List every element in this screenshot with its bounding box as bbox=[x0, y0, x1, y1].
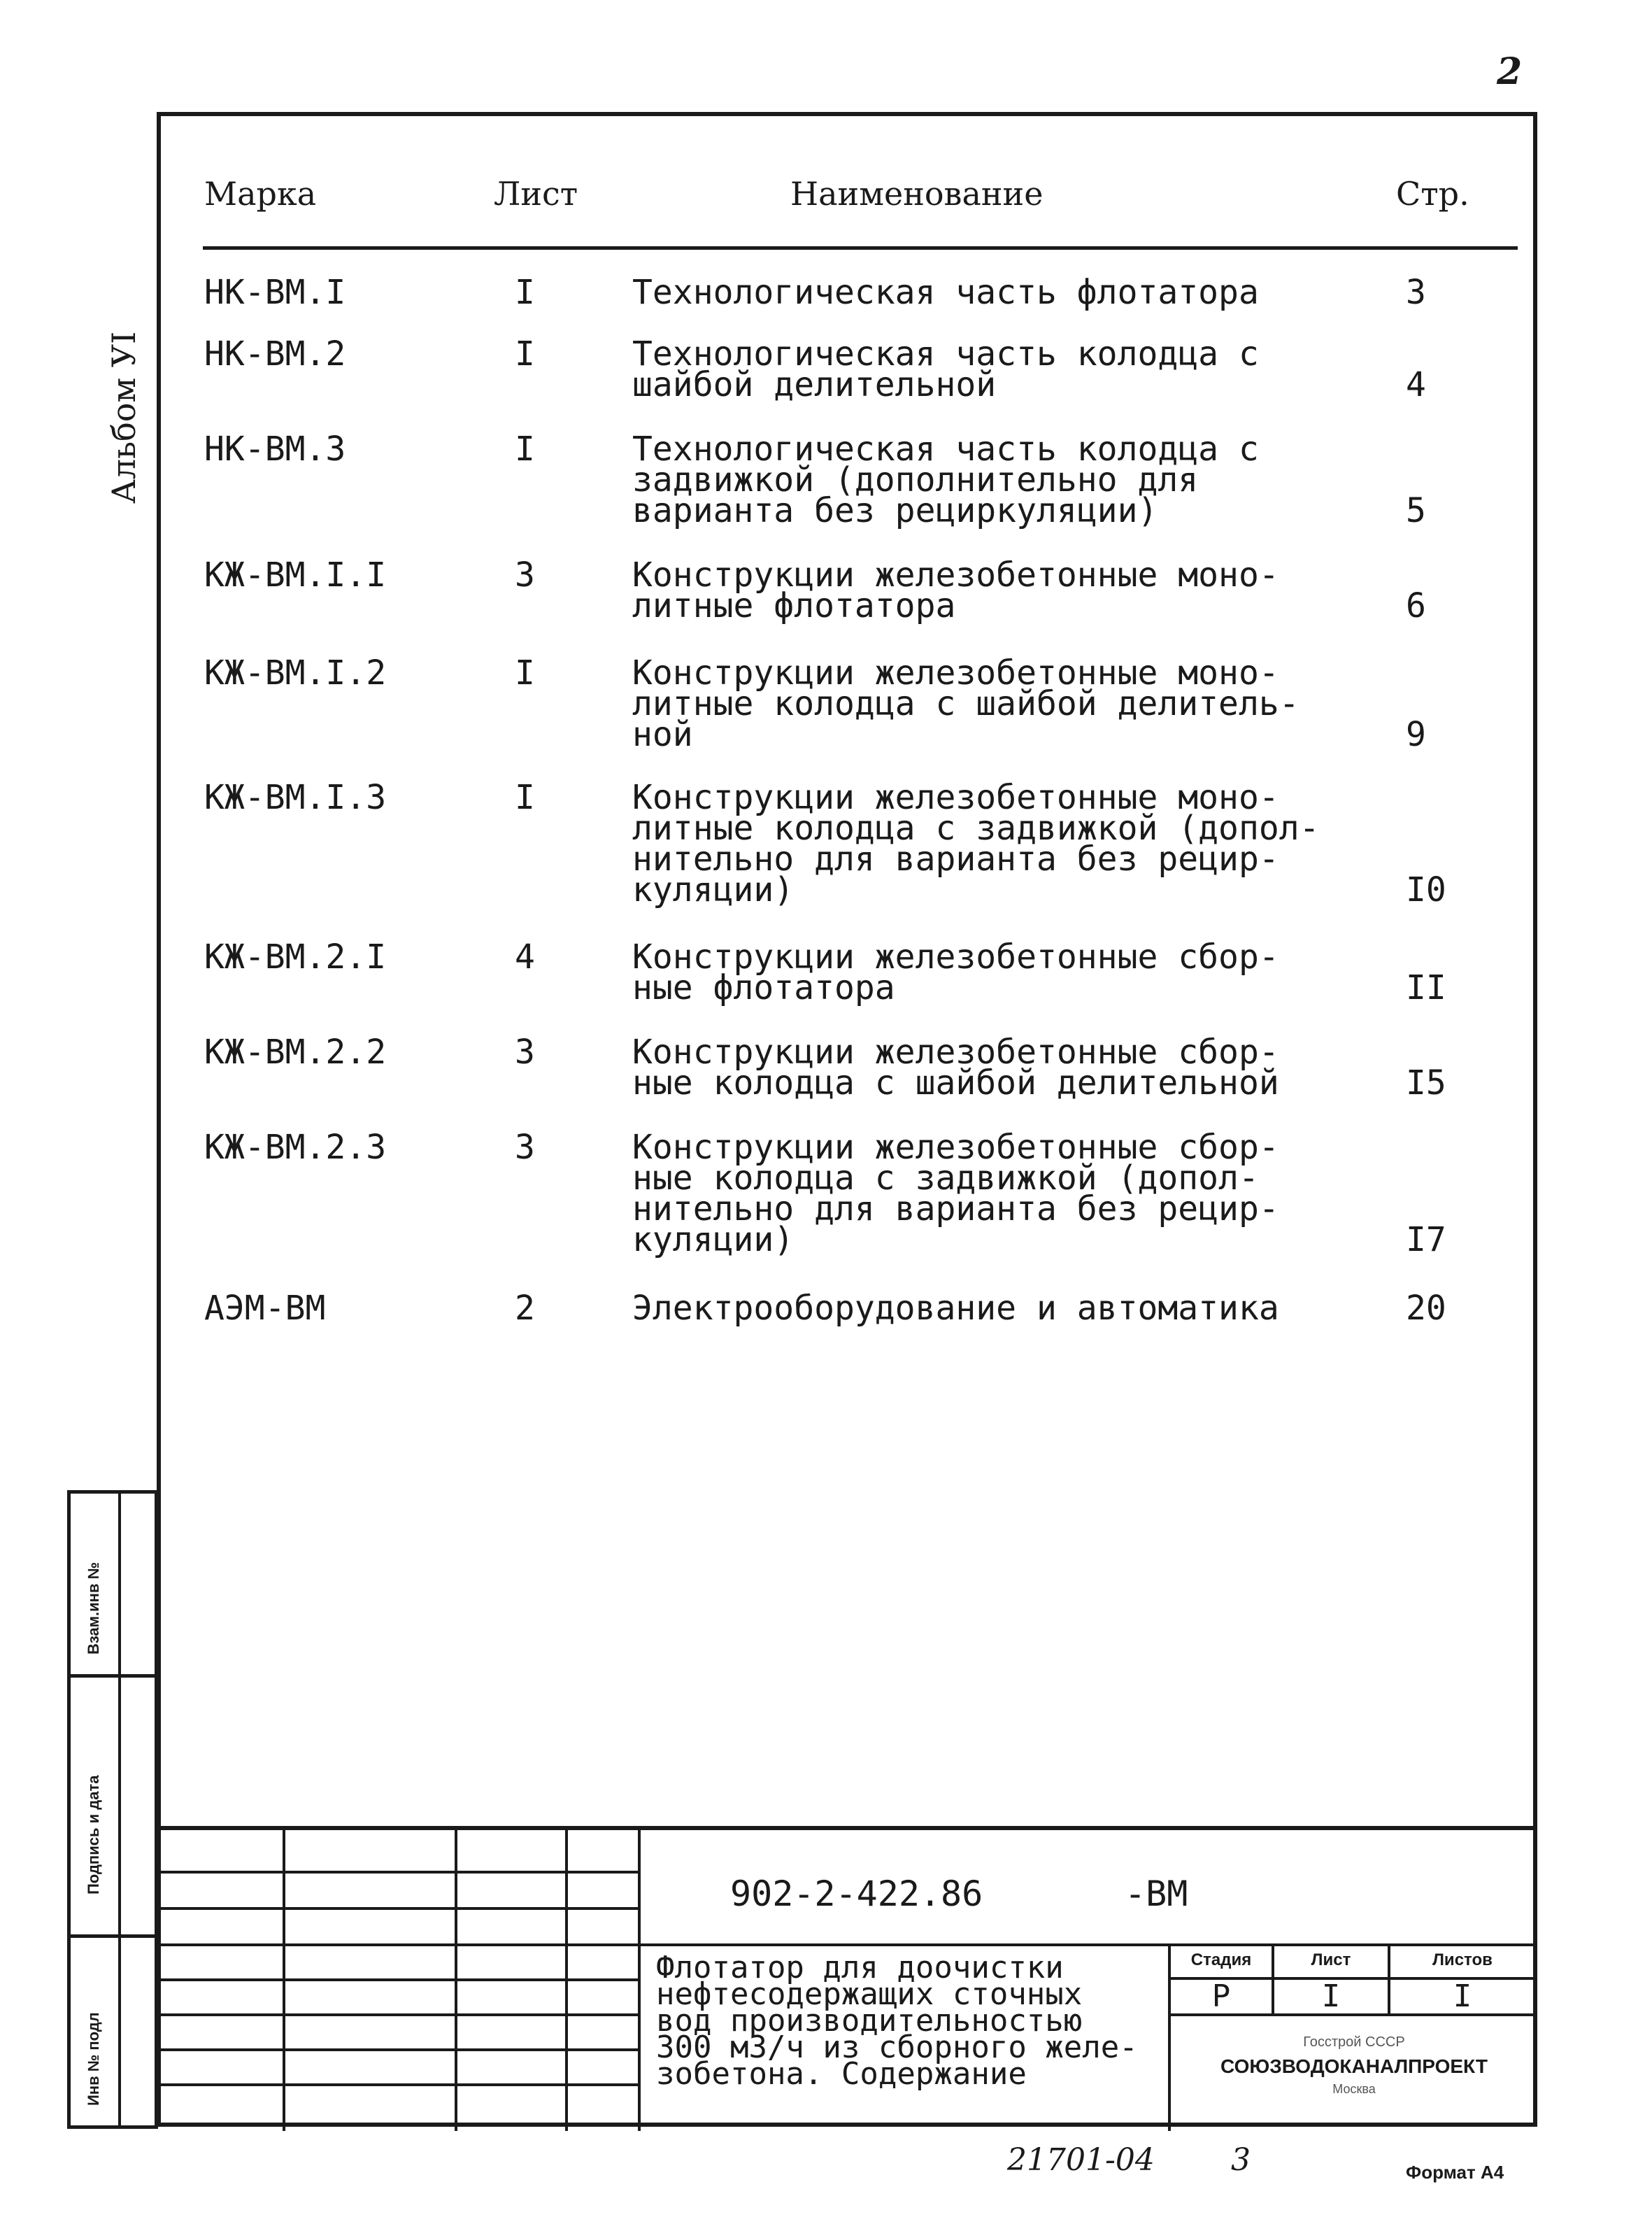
row-name-line: шайбой делительной bbox=[632, 365, 997, 404]
header-rule bbox=[203, 246, 1518, 250]
row-page: 5 bbox=[1406, 491, 1426, 530]
side-stamp-inventory bbox=[67, 1934, 158, 2129]
title-line: 300 м3/ч из сборного желе- bbox=[656, 2030, 1138, 2065]
handwritten-page: 3 bbox=[1231, 2142, 1251, 2178]
row-name-line: Конструкции железобетонные сбор- bbox=[632, 1033, 1279, 1072]
row-page: I7 bbox=[1406, 1220, 1446, 1259]
row-name bbox=[632, 653, 1332, 754]
row-page: II bbox=[1406, 968, 1446, 1007]
album-label-text: Альбом УІ bbox=[105, 331, 143, 504]
row-name-line: нительно для варианта без рецир- bbox=[632, 1189, 1279, 1228]
row-name-line: задвижкой (дополнительно для bbox=[632, 460, 1199, 500]
row-page: 6 bbox=[1406, 586, 1426, 625]
row-name bbox=[632, 273, 1332, 312]
row-name-line: Конструкции железобетонные сбор- bbox=[632, 1128, 1279, 1167]
row-name-line: куляции) bbox=[632, 1220, 795, 1259]
title-line: зобетона. Содержание bbox=[656, 2056, 1027, 2092]
row-name-line: варианта без рециркуляции) bbox=[632, 491, 1158, 530]
row-name-line: Технологическая часть колодца с bbox=[632, 334, 1259, 374]
sheet-header: Лист bbox=[1311, 1950, 1351, 1969]
row-page: 3 bbox=[1406, 273, 1426, 312]
row-page: I5 bbox=[1406, 1063, 1446, 1103]
signature-label: Подпись и дата bbox=[85, 1775, 102, 1894]
stage-header: Стадия bbox=[1190, 1950, 1252, 1969]
row-name bbox=[632, 334, 1332, 404]
row-page: 4 bbox=[1406, 365, 1426, 404]
row-name-line: ные флотатора bbox=[632, 968, 895, 1007]
row-page: 9 bbox=[1406, 715, 1426, 754]
row-page: 20 bbox=[1406, 1289, 1446, 1328]
header-mark: Марка bbox=[204, 175, 317, 213]
inventory-label: Инв № подл bbox=[85, 2012, 102, 2106]
row-mark: НК-ВМ.2 bbox=[204, 334, 346, 374]
row-name bbox=[632, 555, 1332, 625]
doc-suffix: -ВМ bbox=[1125, 1874, 1188, 1914]
org-top: Госстрой СССР bbox=[1303, 2034, 1405, 2050]
row-name bbox=[632, 937, 1332, 1007]
row-mark: КЖ-ВМ.I.3 bbox=[204, 778, 387, 817]
row-name-line: ные колодца с задвижкой (допол- bbox=[632, 1159, 1259, 1198]
row-sheet: 3 bbox=[515, 1128, 535, 1167]
title-line: вод производительностью bbox=[656, 2003, 1083, 2039]
row-name-line: ной bbox=[632, 715, 693, 754]
format-label: Формат А4 bbox=[1406, 2162, 1504, 2183]
row-name-line: литные флотатора bbox=[632, 586, 956, 625]
page-number: 2 bbox=[1497, 50, 1523, 93]
row-sheet: I bbox=[515, 778, 535, 817]
header-sheet: Лист bbox=[494, 175, 578, 213]
title-line: нефтесодержащих сточных bbox=[656, 1976, 1083, 2012]
row-mark: КЖ-ВМ.2.I bbox=[204, 937, 387, 977]
drawing-frame bbox=[157, 112, 1537, 2127]
row-mark: НК-ВМ.I bbox=[204, 273, 346, 312]
album-label bbox=[105, 332, 143, 504]
sheets-header: Листов bbox=[1432, 1950, 1493, 1969]
doc-code: 902-2-422.86 bbox=[730, 1874, 983, 1914]
header-page: Стр. bbox=[1396, 175, 1469, 213]
row-name-line: Конструкции железобетонные моно- bbox=[632, 778, 1279, 817]
row-name bbox=[632, 1033, 1332, 1103]
row-mark: КЖ-ВМ.2.3 bbox=[204, 1128, 387, 1167]
row-sheet: I bbox=[515, 273, 535, 312]
exchange-label: Взам.инв № bbox=[85, 1561, 102, 1655]
row-name-line: Электрооборудование и автоматика bbox=[632, 1289, 1279, 1328]
sheet-value: I bbox=[1321, 1978, 1341, 2014]
org-name: СОЮЗВОДОКАНАЛПРОЕКТ bbox=[1220, 2055, 1488, 2077]
row-name-line: Конструкции железобетонные сбор- bbox=[632, 937, 1279, 977]
row-sheet: 3 bbox=[515, 555, 535, 595]
row-name-line: Технологическая часть колодца с bbox=[632, 430, 1259, 469]
row-mark: КЖ-ВМ.I.2 bbox=[204, 653, 387, 693]
row-name bbox=[632, 1128, 1332, 1259]
row-name-line: куляции) bbox=[632, 870, 795, 909]
row-name-line: литные колодца с задвижкой (допол- bbox=[632, 809, 1320, 848]
row-mark: НК-ВМ.3 bbox=[204, 430, 346, 469]
row-mark: КЖ-ВМ.2.2 bbox=[204, 1033, 387, 1072]
row-name-line: Технологическая часть флотатора bbox=[632, 273, 1259, 312]
row-name-line: нительно для варианта без рецир- bbox=[632, 840, 1279, 879]
header-name: Наименование bbox=[790, 175, 1044, 213]
row-name-line: Конструкции железобетонные моно- bbox=[632, 555, 1279, 595]
title-block bbox=[157, 1826, 1537, 2131]
row-name bbox=[632, 778, 1332, 909]
row-mark: АЭМ-ВМ bbox=[204, 1289, 326, 1328]
handwritten-code: 21701-04 bbox=[1007, 2142, 1155, 2178]
row-mark: КЖ-ВМ.I.I bbox=[204, 555, 387, 595]
row-name-line: ные колодца с шайбой делительной bbox=[632, 1063, 1279, 1103]
org-city: Москва bbox=[1332, 2082, 1376, 2096]
row-page: I0 bbox=[1406, 870, 1446, 909]
row-name-line: литные колодца с шайбой делитель- bbox=[632, 684, 1299, 723]
row-sheet: 2 bbox=[515, 1289, 535, 1328]
title-line: Флотатор для доочистки bbox=[656, 1950, 1064, 1985]
row-sheet: I bbox=[515, 334, 535, 374]
row-sheet: 3 bbox=[515, 1033, 535, 1072]
side-stamp-signature bbox=[67, 1674, 158, 1938]
row-sheet: 4 bbox=[515, 937, 535, 977]
stage-value: Р bbox=[1211, 1978, 1231, 2014]
row-name bbox=[632, 430, 1332, 530]
row-sheet: I bbox=[515, 653, 535, 693]
row-name-line: Конструкции железобетонные моно- bbox=[632, 653, 1279, 693]
sheets-value: I bbox=[1453, 1978, 1472, 2014]
row-name bbox=[632, 1289, 1332, 1328]
doc-title bbox=[656, 1950, 1138, 2092]
row-sheet: I bbox=[515, 430, 535, 469]
side-stamp-exchange bbox=[67, 1490, 158, 1678]
